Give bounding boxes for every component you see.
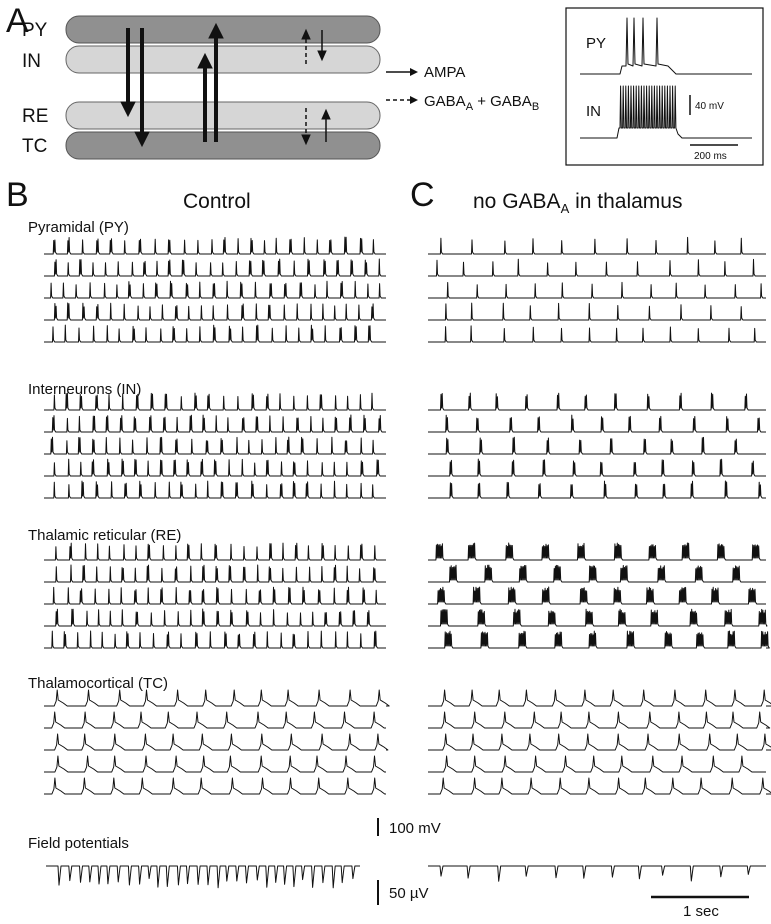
trace-no-gaba-in bbox=[428, 459, 766, 476]
trace-no-gaba-in bbox=[428, 481, 766, 498]
trace-no-gaba-re bbox=[428, 543, 766, 560]
trace-control-py bbox=[44, 237, 386, 254]
group-label-py: Pyramidal (PY) bbox=[28, 219, 129, 236]
trace-no-gaba-re bbox=[428, 587, 766, 604]
trace-no-gaba-re bbox=[428, 565, 766, 582]
column-title-no-gaba: no $GABA_A$ in thalamus bbox=[473, 190, 683, 216]
synapse-legend bbox=[386, 64, 539, 113]
trace-control-in bbox=[44, 459, 386, 476]
inset-label-py: PY bbox=[586, 35, 607, 52]
legend-ampa: AMPA bbox=[424, 64, 466, 81]
trace-no-gaba-py bbox=[428, 237, 766, 254]
trace-control-in bbox=[44, 437, 386, 454]
trace-no-gaba-py bbox=[428, 282, 766, 298]
trace-control-tc bbox=[44, 734, 388, 750]
group-label-re: Thalamic reticular (RE) bbox=[28, 527, 182, 544]
legend-gaba: $GABA_A$ + $GABA_B$ bbox=[424, 93, 540, 113]
trace-no-gaba-re bbox=[428, 609, 767, 626]
trace-control-tc bbox=[44, 690, 389, 706]
trace-control-tc bbox=[44, 712, 386, 728]
layer-label-re: RE bbox=[22, 106, 49, 127]
trace-no-gaba-in bbox=[428, 393, 766, 410]
trace-control-in bbox=[44, 415, 386, 432]
trace-control-tc bbox=[44, 778, 386, 794]
trace-control-re bbox=[44, 587, 386, 604]
inset-time-scale: 200 ms bbox=[694, 151, 727, 162]
inset-traces bbox=[566, 8, 763, 165]
layer-label-py: PY bbox=[22, 20, 48, 41]
inset-label-in: IN bbox=[586, 103, 601, 120]
voltage-traces bbox=[44, 237, 771, 794]
trace-no-gaba-in bbox=[428, 415, 766, 432]
inset-voltage-scale: 40 mV bbox=[695, 101, 724, 112]
layer-bar-in bbox=[66, 46, 380, 73]
trace-control-py bbox=[44, 325, 386, 342]
inset-trace-in bbox=[580, 86, 752, 138]
group-label-tc: Thalamocortical (TC) bbox=[28, 675, 169, 692]
trace-control-tc bbox=[44, 756, 386, 772]
time-scale-label: 1 sec bbox=[683, 903, 719, 920]
trace-no-gaba-tc bbox=[428, 690, 771, 706]
trace-control-re bbox=[44, 543, 386, 560]
layer-label-tc: TC bbox=[22, 136, 48, 157]
field-trace-no-gaba bbox=[428, 866, 766, 881]
field-potentials-label: Field potentials bbox=[28, 835, 129, 852]
trace-no-gaba-tc bbox=[428, 756, 766, 772]
layer-label-in: IN bbox=[22, 51, 41, 72]
panel-label-c: C bbox=[410, 176, 435, 214]
trace-control-re bbox=[44, 609, 386, 626]
trace-control-py bbox=[44, 281, 386, 298]
trace-no-gaba-in bbox=[428, 437, 766, 454]
column-title-control: Control bbox=[183, 190, 251, 213]
trace-control-in bbox=[44, 481, 386, 498]
trace-control-re bbox=[44, 565, 386, 582]
group-label-in: Interneurons (IN) bbox=[28, 381, 142, 398]
panel-label-b: B bbox=[6, 176, 29, 214]
trace-no-gaba-py bbox=[428, 259, 766, 276]
trace-no-gaba-tc bbox=[428, 734, 771, 750]
trace-no-gaba-py bbox=[428, 326, 766, 342]
layer-schematic bbox=[22, 16, 380, 159]
layer-bar-tc bbox=[66, 132, 380, 159]
layer-bar-re bbox=[66, 102, 380, 129]
field-scale-label: 50 µV bbox=[389, 885, 429, 902]
trace-no-gaba-py bbox=[428, 303, 766, 320]
trace-control-py bbox=[44, 259, 386, 276]
field-trace-control bbox=[46, 866, 360, 888]
panel-label-a: A bbox=[6, 2, 29, 40]
trace-control-py bbox=[44, 303, 386, 320]
trace-no-gaba-re bbox=[428, 631, 769, 648]
trace-no-gaba-tc bbox=[428, 778, 771, 794]
layer-bar-py bbox=[66, 16, 380, 43]
trace-no-gaba-tc bbox=[428, 712, 770, 728]
voltage-scale-label: 100 mV bbox=[389, 820, 441, 837]
trace-control-re bbox=[44, 631, 386, 648]
